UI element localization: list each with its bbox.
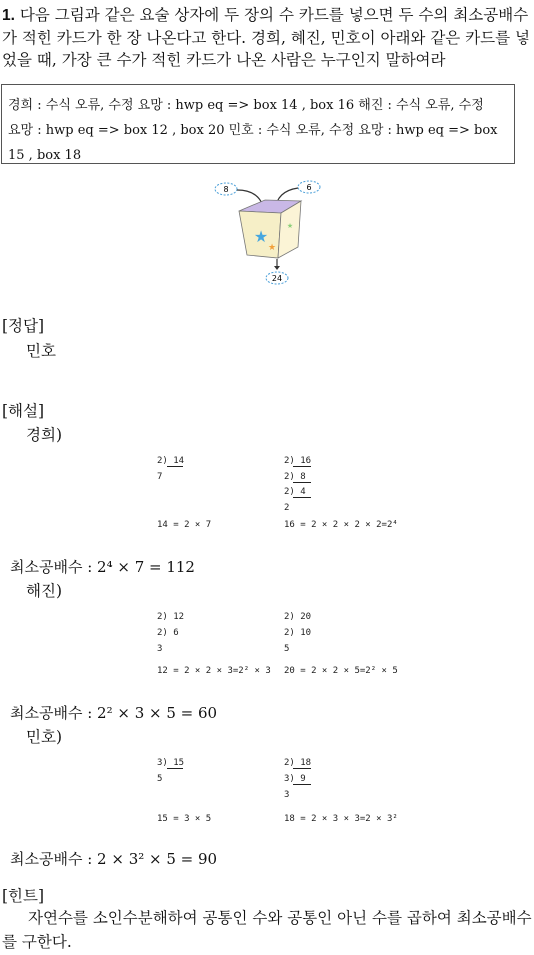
division-bar [293, 768, 311, 769]
minho-left-eq: 15 = 3 × 5 [157, 814, 212, 824]
gyeonghui-lcm: 최소공배수 : 2⁴ × 7 = 112 [10, 558, 195, 576]
minho-right-1: 2) 18 [284, 758, 312, 768]
hyejin-right-1: 2) 20 [284, 612, 312, 622]
division-bar [293, 466, 311, 467]
minho-left-2: 5 [157, 774, 163, 784]
gyeonghui-right-4: 2 [284, 503, 290, 513]
question-text: 다음 그림과 같은 요술 상자에 두 장의 수 카드를 넣으면 두 수의 최소공배수가 적힌 카드가 한 장 나온다고 한다. 경희, 혜진, 민호이 아래와 같은 카드를 넣었을 때, 가장 큰 수가 적힌 카드가 나온 사람은 누구인지 말하여라 [2, 6, 531, 69]
hyejin-left-1: 2) 12 [157, 612, 185, 622]
division-bar [167, 768, 183, 769]
gyeonghui-right-eq: 16 = 2 × 2 × 2 × 2=2⁴ [284, 520, 398, 530]
minho-left-1: 3) 15 [157, 758, 185, 768]
hyejin-left-3: 3 [157, 644, 163, 654]
division-bar [293, 482, 311, 483]
hyejin-left-2: 2) 6 [157, 628, 179, 638]
hyejin-right-3: 5 [284, 644, 290, 654]
division-bar [293, 784, 311, 785]
hyejin-left-eq: 12 = 2 × 2 × 3=2² × 3 [157, 666, 271, 676]
answer-label: [정답] [2, 317, 45, 335]
star-icon-small: ★ [267, 243, 277, 253]
division-bar [167, 466, 183, 467]
box-line-1: 경희 : 수식 오류, 수정 요망 : hwp eq => box 14 , box 16 해진 : 수식 오류, 수정 [8, 98, 484, 113]
box-line-3: 15 , box 18 [8, 148, 82, 163]
hint-text: 자연수를 소인수분해하여 공통인 수와 공통인 아닌 수를 곱하여 최소공배수를 구한다. [2, 909, 532, 951]
hyejin-right-eq: 20 = 2 × 2 × 5=2² × 5 [284, 666, 398, 676]
gyeonghui-left-2: 7 [157, 472, 163, 482]
division-bar [293, 497, 311, 498]
minho-lcm: 최소공배수 : 2 × 3² × 5 = 90 [10, 850, 218, 868]
magic-box-figure [205, 178, 335, 288]
question [2, 4, 532, 71]
question-number: 1. [2, 7, 15, 24]
hyejin-lcm: 최소공배수 : 2² × 3 × 5 = 60 [10, 704, 218, 722]
card-out: 24 [271, 274, 283, 283]
star-icon-side: ★ [286, 222, 294, 230]
gyeonghui-right-1: 2) 16 [284, 456, 312, 466]
hyejin-right-2: 2) 10 [284, 628, 312, 638]
card-in-left: 8 [223, 185, 229, 194]
minho-name: 민호) [26, 728, 62, 746]
answer-value: 민호 [26, 342, 56, 360]
gyeonghui-name: 경희) [26, 426, 62, 444]
gyeonghui-right-3: 2) 4 [284, 487, 306, 497]
gyeonghui-right-2: 2) 8 [284, 472, 306, 482]
gyeonghui-left-eq: 14 = 2 × 7 [157, 520, 212, 530]
gyeonghui-left-1: 2) 14 [157, 456, 185, 466]
minho-right-3: 3 [284, 790, 290, 800]
hyejin-name: 해진) [26, 582, 62, 600]
box-line-2: 요망 : hwp eq => box 12 , box 20 민호 : 수식 오류, 수정 요망 : hwp eq => box [8, 123, 498, 138]
minho-right-2: 3) 9 [284, 774, 306, 784]
star-icon: ★ [253, 227, 269, 246]
solution-label: [해설] [2, 402, 45, 420]
hint-label: [힌트] [2, 887, 45, 905]
equation-error-box [1, 84, 515, 164]
arrow-out-head [274, 266, 280, 270]
card-in-right: 6 [306, 183, 312, 192]
minho-right-eq: 18 = 2 × 3 × 3=2 × 3² [284, 814, 398, 824]
